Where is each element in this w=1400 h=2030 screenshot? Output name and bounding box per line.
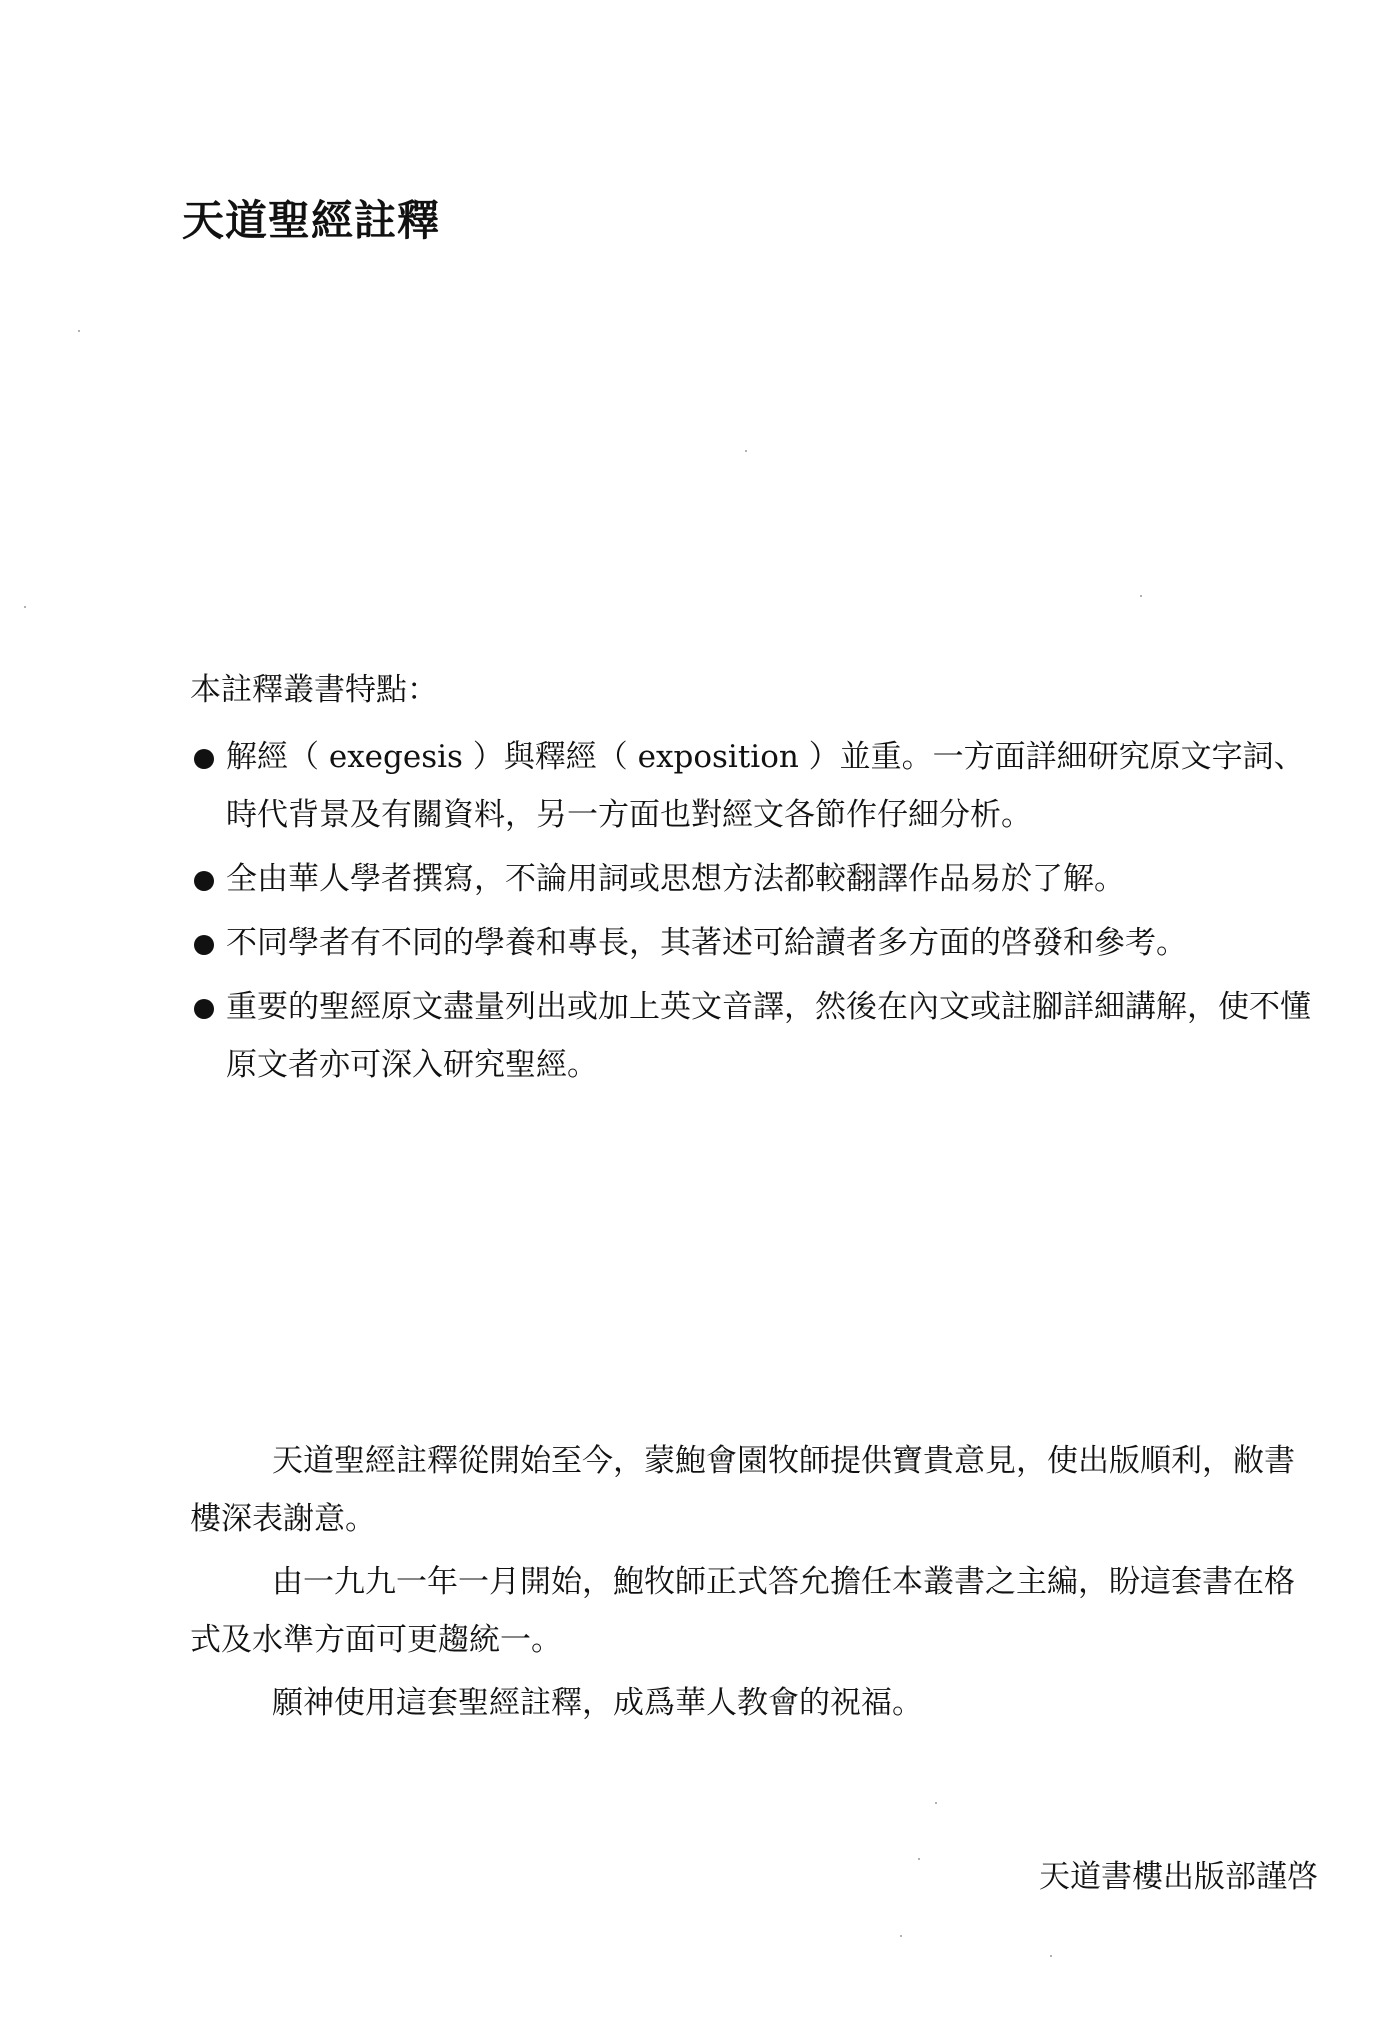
- feature-text: 不同學者有不同的學養和專長，其著述可給讀者多方面的啓發和參考。: [226, 925, 1187, 961]
- bullet-dot-icon: [194, 871, 214, 891]
- feature-text: 重要的聖經原文盡量列出或加上英文音譯，然後在內文或註腳詳細講解，使不懂原文者亦可深入研究聖經。: [226, 989, 1311, 1083]
- scan-speck: [1050, 1955, 1052, 1957]
- scan-speck: [745, 450, 747, 452]
- publisher-signature: 天道書樓出版部謹啓: [1039, 1859, 1318, 1895]
- scan-speck: [78, 330, 80, 332]
- scan-speck: [935, 1802, 937, 1804]
- feature-list: [190, 728, 1320, 1094]
- scan-speck: [918, 1858, 920, 1860]
- list-item: [190, 728, 1320, 844]
- bullet-dot-icon: [194, 749, 214, 769]
- bullet-dot-icon: [194, 935, 214, 955]
- acknowledgement-section: [190, 1432, 1315, 1737]
- list-item: [190, 978, 1320, 1094]
- feature-text: 解經（ exegesis ）與釋經（ exposition ）並重。一方面詳細研究原文字詞、時代背景及有關資料，另一方面也對經文各節作仔細分析。: [226, 739, 1305, 833]
- acknowledgement-paragraph: 天道聖經註釋從開始至今，蒙鮑會園牧師提供寶貴意見，使出版順利，敝書樓深表謝意。: [190, 1443, 1295, 1537]
- acknowledgement-paragraph: 願神使用這套聖經註釋，成爲華人教會的祝福。: [272, 1685, 923, 1721]
- list-item: [190, 850, 1320, 908]
- scan-speck: [1140, 595, 1142, 597]
- acknowledgement-paragraph: 由一九九一年一月開始，鮑牧師正式答允擔任本叢書之主編，盼這套書在格式及水準方面可更趨統一。: [190, 1564, 1295, 1658]
- features-heading: 本註釋叢書特點：: [190, 672, 438, 708]
- features-section: [190, 662, 1320, 1096]
- scan-speck: [24, 606, 26, 608]
- bullet-dot-icon: [194, 999, 214, 1019]
- scan-speck: [900, 1935, 902, 1937]
- list-item: [190, 914, 1320, 972]
- page-title: 天道聖經註釋: [182, 196, 441, 245]
- feature-text: 全由華人學者撰寫，不論用詞或思想方法都較翻譯作品易於了解。: [226, 861, 1125, 897]
